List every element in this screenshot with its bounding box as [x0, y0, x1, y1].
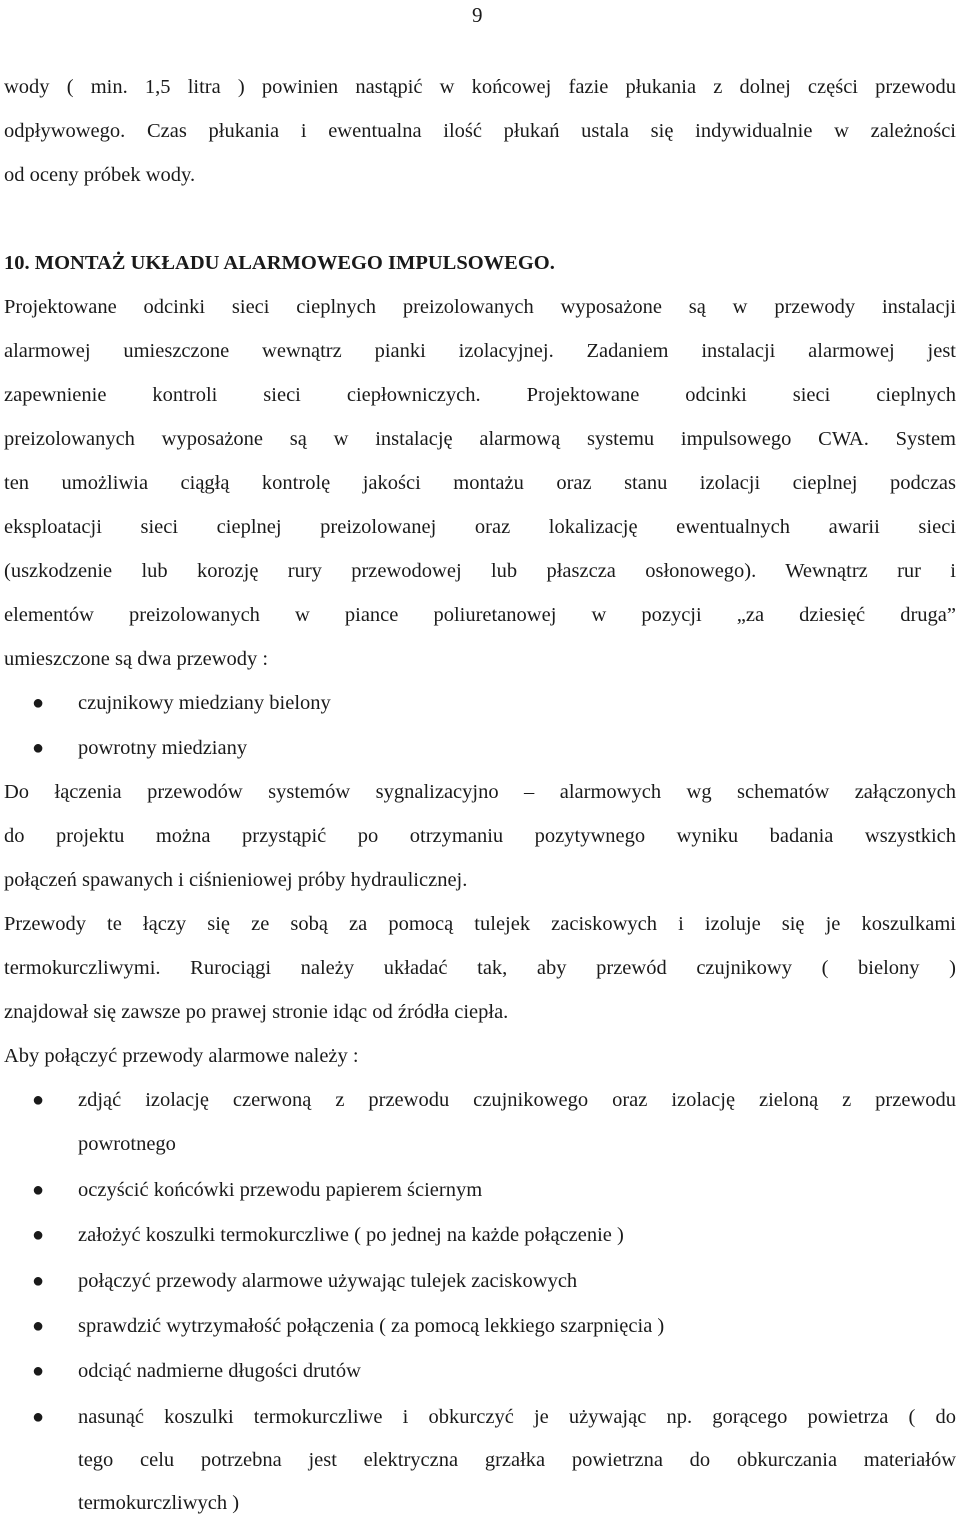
paragraph-line: połączeń spawanych i ciśnieniowej próby hydraulicznej. — [4, 869, 468, 891]
paragraph-line: Projektowane odcinki sieci cieplnych preizolowanych wyposażone są w przewody instalacji — [4, 296, 956, 318]
list-item: połączyć przewody alarmowe używając tulejek zaciskowych — [78, 1270, 578, 1292]
bullet-icon: ● — [32, 1270, 45, 1292]
paragraph-line: odpływowego. Czas płukania i ewentualna ilość płukań ustala się indywidualnie w zależności — [4, 120, 956, 142]
list-item: odciąć nadmierne długości drutów — [78, 1360, 361, 1382]
paragraph-line: wody ( min. 1,5 litra ) powinien nastąpić w końcowej fazie płukania z dolnej części przewodu — [4, 76, 956, 98]
list-item: powrotny miedziany — [78, 737, 248, 759]
paragraph-line: ten umożliwia ciągłą kontrolę jakości montażu oraz stanu izolacji cieplnej podczas — [4, 472, 956, 494]
list-item: czujnikowy miedziany bielony — [78, 692, 331, 714]
bullet-icon: ● — [32, 1089, 45, 1111]
paragraph-line: eksploatacji sieci cieplnej preizolowanej oraz lokalizację ewentualnych awarii sieci — [4, 516, 956, 538]
bullet-icon: ● — [32, 737, 45, 759]
paragraph-line: do projektu można przystąpić po otrzymaniu pozytywnego wyniku badania wszystkich — [4, 825, 956, 847]
paragraph-line: Aby połączyć przewody alarmowe należy : — [4, 1045, 359, 1067]
paragraph-line: termokurczliwymi. Rurociągi należy układać tak, aby przewód czujnikowy ( bielony ) — [4, 957, 956, 979]
bullet-icon: ● — [32, 1224, 45, 1246]
bullet-icon: ● — [32, 692, 45, 714]
page-number: 9 — [472, 3, 483, 27]
list-item: zdjąć izolację czerwoną z przewodu czujnikowego oraz izolację zieloną z przewodu — [78, 1089, 956, 1111]
list-item-continuation: tego celu potrzebna jest elektryczna grzałka powietrzna do obkurczania materiałów — [78, 1449, 956, 1471]
paragraph-line: Przewody te łączy się ze sobą za pomocą tulejek zaciskowych i izoluje się je koszulkami — [4, 913, 956, 935]
paragraph-line: umieszczone są dwa przewody : — [4, 648, 269, 670]
paragraph-line: znajdował się zawsze po prawej stronie idąc od źródła ciepła. — [4, 1001, 509, 1023]
list-item-continuation: termokurczliwych ) — [78, 1492, 240, 1514]
bullet-icon: ● — [32, 1179, 45, 1201]
bullet-icon: ● — [32, 1360, 45, 1382]
paragraph-line: od oceny próbek wody. — [4, 164, 196, 186]
paragraph-line: elementów preizolowanych w piance poliuretanowej w pozycji „za dziesięć druga” — [4, 604, 956, 626]
paragraph-line: alarmowej umieszczone wewnątrz pianki izolacyjnej. Zadaniem instalacji alarmowej jest — [4, 340, 956, 362]
paragraph-line: (uszkodzenie lub korozję rury przewodowej lub płaszcza osłonowego). Wewnątrz rur i — [4, 560, 956, 582]
section-heading: 10. MONTAŻ UKŁADU ALARMOWEGO IMPULSOWEGO. — [4, 252, 555, 274]
list-item: nasunąć koszulki termokurczliwe i obkurczyć je używając np. gorącego powietrza ( do — [78, 1406, 956, 1428]
paragraph-line: preizolowanych wyposażone są w instalację alarmową systemu impulsowego CWA. System — [4, 428, 956, 450]
bullet-icon: ● — [32, 1315, 45, 1337]
list-item: oczyścić końcówki przewodu papierem ściernym — [78, 1179, 483, 1201]
list-item: założyć koszulki termokurczliwe ( po jednej na każde połączenie ) — [78, 1224, 624, 1246]
list-item-continuation: powrotnego — [78, 1133, 176, 1155]
paragraph-line: Do łączenia przewodów systemów sygnalizacyjno – alarmowych wg schematów załączonych — [4, 781, 956, 803]
bullet-icon: ● — [32, 1406, 45, 1428]
list-item: sprawdzić wytrzymałość połączenia ( za pomocą lekkiego szarpnięcia ) — [78, 1315, 665, 1337]
paragraph-line: zapewnienie kontroli sieci ciepłowniczych. Projektowane odcinki sieci cieplnych — [4, 384, 956, 406]
